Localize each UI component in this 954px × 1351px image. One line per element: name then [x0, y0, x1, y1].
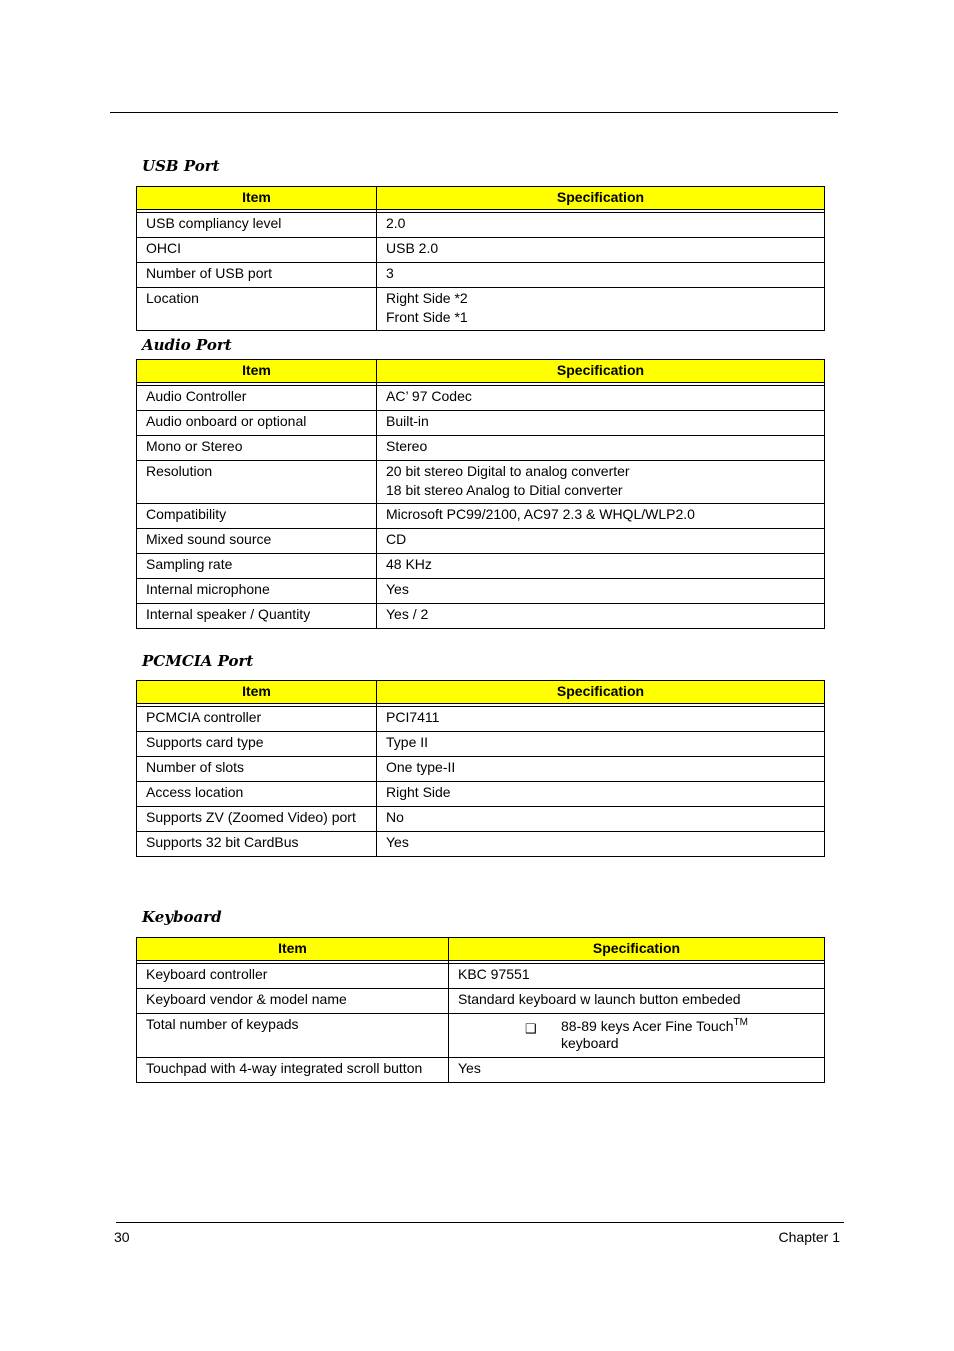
spec-cell [377, 288, 825, 331]
spec-cell: 2.0 [377, 213, 825, 238]
table-row [137, 707, 825, 732]
spec-cell: Yes [377, 832, 825, 857]
item-cell: Number of slots [137, 757, 377, 782]
table-row [137, 288, 825, 331]
table-row [137, 1058, 825, 1083]
item-cell: Access location [137, 782, 377, 807]
spec-line: Front Side *1 [386, 309, 468, 325]
spec-cell: Microsoft PC99/2100, AC97 2.3 & WHQL/WLP2.0 [377, 504, 825, 529]
footer-rule [116, 1222, 844, 1223]
item-cell: Keyboard controller [137, 964, 449, 989]
table-row [137, 213, 825, 238]
item-cell: Mono or Stereo [137, 436, 377, 461]
item-cell: Supports card type [137, 732, 377, 757]
chapter-label: Chapter 1 [778, 1229, 840, 1245]
table-row [137, 504, 825, 529]
spec-line: Right Side *2 [386, 290, 468, 306]
table-row [137, 436, 825, 461]
spec-line: 88-89 keys Acer Fine Touch [561, 1018, 734, 1034]
item-cell: Supports 32 bit CardBus [137, 832, 377, 857]
item-cell: Compatibility [137, 504, 377, 529]
table-header-row [137, 360, 825, 383]
table-row [137, 964, 825, 989]
item-cell: USB compliancy level [137, 213, 377, 238]
spec-cell: No [377, 807, 825, 832]
table-row [137, 411, 825, 436]
checkbox-bullet-icon: ❑ [525, 1021, 537, 1036]
item-cell: Total number of keypads [137, 1014, 449, 1058]
table-row [137, 579, 825, 604]
audio-port-table [136, 359, 825, 629]
spec-cell: USB 2.0 [377, 238, 825, 263]
item-column-header: Item [137, 681, 377, 704]
spec-cell: Yes [449, 1058, 825, 1083]
spec-cell: One type-II [377, 757, 825, 782]
keyboard-title: Keyboard [142, 908, 222, 926]
spec-cell [449, 1014, 825, 1058]
usb-port-table [136, 186, 825, 331]
spec-cell: AC’ 97 Codec [377, 386, 825, 411]
item-cell: PCMCIA controller [137, 707, 377, 732]
spec-cell: Standard keyboard w launch button embeded [449, 989, 825, 1014]
spec-line: 18 bit stereo Analog to Ditial converter [386, 482, 623, 498]
table-row [137, 238, 825, 263]
item-cell: Audio onboard or optional [137, 411, 377, 436]
spec-cell: Yes / 2 [377, 604, 825, 629]
table-header-row [137, 681, 825, 704]
item-cell: Resolution [137, 461, 377, 504]
table-row [137, 807, 825, 832]
item-cell: OHCI [137, 238, 377, 263]
spec-cell: Built-in [377, 411, 825, 436]
item-cell: Audio Controller [137, 386, 377, 411]
spec-cell: Right Side [377, 782, 825, 807]
table-row [137, 386, 825, 411]
table-row [137, 554, 825, 579]
spec-cell: 3 [377, 263, 825, 288]
table-header-row [137, 938, 825, 961]
specification-column-header: Specification [449, 938, 825, 961]
item-cell: Location [137, 288, 377, 331]
spec-cell: KBC 97551 [449, 964, 825, 989]
item-cell: Keyboard vendor & model name [137, 989, 449, 1014]
spec-cell: 48 KHz [377, 554, 825, 579]
audio-port-title: Audio Port [142, 336, 232, 354]
top-rule [110, 112, 838, 113]
spec-cell [377, 461, 825, 504]
table-row [137, 757, 825, 782]
item-cell: Supports ZV (Zoomed Video) port [137, 807, 377, 832]
spec-cell: Stereo [377, 436, 825, 461]
pcmcia-port-table [136, 680, 825, 857]
spec-cell: Type II [377, 732, 825, 757]
spec-cell: CD [377, 529, 825, 554]
table-row [137, 263, 825, 288]
spec-line: 20 bit stereo Digital to analog converter [386, 463, 630, 479]
item-column-header: Item [137, 187, 377, 210]
specification-column-header: Specification [377, 681, 825, 704]
table-row [137, 1014, 825, 1058]
pcmcia-port-title: PCMCIA Port [142, 652, 254, 670]
item-cell: Touchpad with 4-way integrated scroll button [137, 1058, 449, 1083]
usb-port-title: USB Port [142, 157, 220, 175]
spec-bullet-text [458, 1015, 815, 1052]
item-cell: Internal microphone [137, 579, 377, 604]
table-row [137, 604, 825, 629]
item-cell: Number of USB port [137, 263, 377, 288]
item-cell: Sampling rate [137, 554, 377, 579]
table-row [137, 832, 825, 857]
item-column-header: Item [137, 360, 377, 383]
keyboard-table [136, 937, 825, 1083]
table-row [137, 461, 825, 504]
trademark-superscript: TM [733, 1017, 748, 1028]
spec-cell: Yes [377, 579, 825, 604]
specification-column-header: Specification [377, 187, 825, 210]
item-column-header: Item [137, 938, 449, 961]
spec-line: keyboard [561, 1035, 619, 1051]
page-number: 30 [114, 1229, 130, 1245]
table-row [137, 782, 825, 807]
specification-column-header: Specification [377, 360, 825, 383]
table-row [137, 732, 825, 757]
table-row [137, 989, 825, 1014]
item-cell: Mixed sound source [137, 529, 377, 554]
spec-cell: PCI7411 [377, 707, 825, 732]
table-header-row [137, 187, 825, 210]
item-cell: Internal speaker / Quantity [137, 604, 377, 629]
table-row [137, 529, 825, 554]
